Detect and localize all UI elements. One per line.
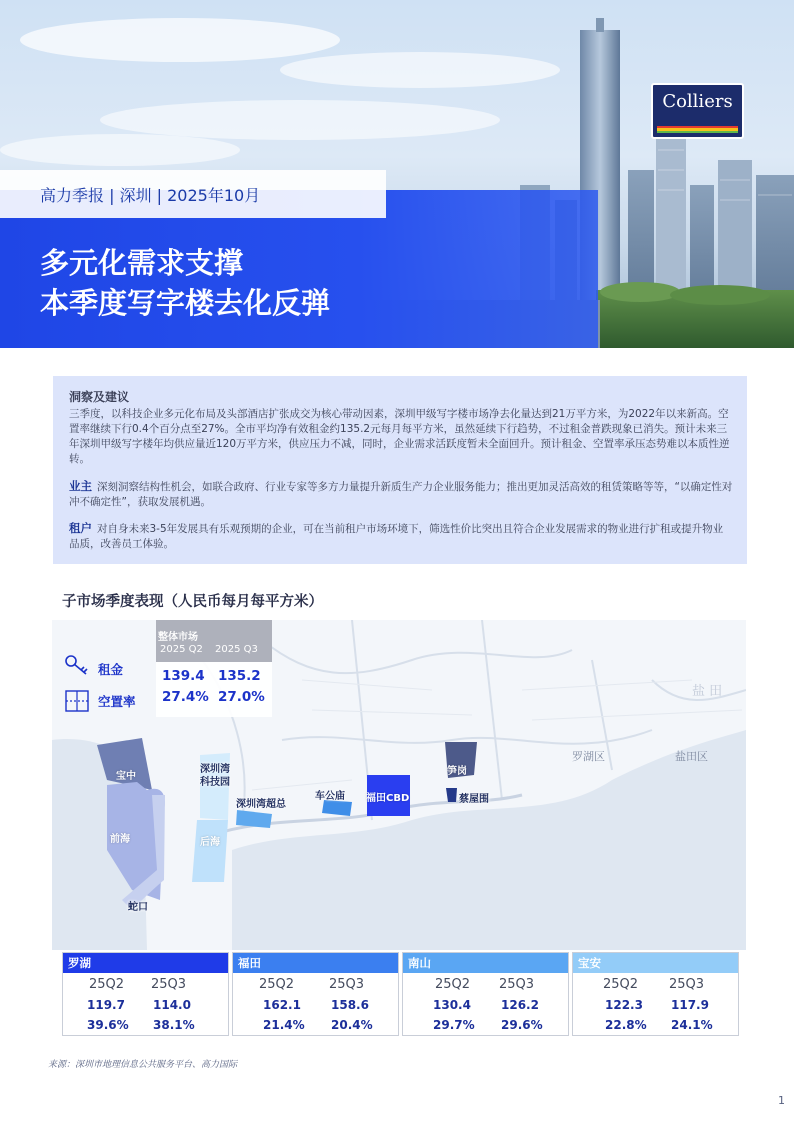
hero-banner (0, 0, 794, 348)
quarter-prev: 25Q2 (89, 977, 125, 992)
insight-box (53, 376, 747, 564)
quarter-prev: 25Q2 (603, 977, 639, 992)
district-card-futian (232, 952, 399, 1036)
vacancy-prev: 21.4% (263, 1018, 305, 1032)
luohu-place-label: 罗湖区 (572, 750, 605, 763)
district-name: 福田 (238, 956, 261, 970)
label-baozhong: 宝中 (116, 771, 136, 782)
rent-prev: 122.3 (605, 998, 643, 1012)
report-tag: 高力季报 | 深圳 | 2025年10月 (40, 186, 261, 205)
overall-q-prev: 2025 Q2 (160, 644, 203, 655)
vacancy-curr: 29.6% (501, 1018, 543, 1032)
vacancy-label: 空置率 (98, 694, 136, 709)
insight-heading: 洞察及建议 (69, 390, 130, 404)
overall-vacancy-curr: 27.0% (218, 689, 265, 705)
rent-label: 租金 (98, 662, 124, 677)
label-houhai: 后海 (200, 837, 220, 848)
overall-rent-curr: 135.2 (218, 668, 261, 684)
overall-q-curr: 2025 Q3 (215, 644, 258, 655)
tenant-advice (69, 521, 733, 552)
rent-prev: 130.4 (433, 998, 471, 1012)
chegongmiao-area (322, 800, 352, 816)
vacancy-curr: 38.1% (153, 1018, 195, 1032)
label-caiwuwei: 蔡屋围 (459, 794, 489, 805)
quarter-curr: 25Q3 (499, 977, 535, 992)
district-card-luohu (62, 952, 229, 1036)
rent-curr: 158.6 (331, 998, 369, 1012)
tenant-text: 对自身未来3-5年发展具有乐观预期的企业，可在当前租户市场环境下，筛选性价比突出且符合企业发展需求的物业进行扩租或提升物业品质，改善员工体验。 (69, 523, 724, 550)
window-icon (64, 689, 90, 713)
insight-paragraph: 三季度，以科技企业多元化布局及头部酒店扩张成交为核心带动因素，深圳甲级写字楼市场净去化量达到21万平方米，为2022年以来新高。空置率继续下行0.4个百分点至27%。全市平均净有效租金约135.2元每月每平方米，虽然延续下行趋势，不过租金普跌现象已消失。预计未来三年深圳甲级写字楼年均供应量近120万平方米，供应压力不减，同时，企业需求活跃度暂未全面回升。预计租金、空置率承压态势难以本质性逆转。 (69, 408, 730, 465)
key-icon (64, 654, 92, 678)
quarter-prev: 25Q2 (259, 977, 295, 992)
overall-vacancy-prev: 27.4% (162, 689, 209, 705)
district-name: 南山 (408, 956, 431, 970)
rent-curr: 114.0 (153, 998, 191, 1012)
rent-curr: 126.2 (501, 998, 539, 1012)
title-line-1: 多元化需求支撑 (40, 246, 244, 280)
label-futian-cbd: 福田CBD (366, 793, 410, 804)
map-section-title: 子市场季度表现（人民币每月每平方米） (62, 594, 323, 610)
page-number: 1 (778, 1094, 785, 1107)
caiwuwei-area (446, 788, 457, 802)
logo-stripes (657, 123, 738, 133)
district-card-baoan (572, 952, 739, 1036)
label-chegongmiao: 车公庙 (315, 791, 345, 802)
vacancy-curr: 20.4% (331, 1018, 373, 1032)
page-title (40, 243, 330, 323)
vacancy-prev: 39.6% (87, 1018, 129, 1032)
label-super-hq: 深圳湾超总 (236, 799, 286, 810)
district-name: 罗湖 (68, 956, 91, 970)
rent-curr: 117.9 (671, 998, 709, 1012)
label-tech-park: 深圳湾 科技园 (200, 764, 230, 788)
rent-prev: 119.7 (87, 998, 125, 1012)
label-sungang: 笋岗 (447, 766, 467, 777)
tenant-label: 租户 (69, 521, 92, 535)
yantian-watermark: 盐 田 (692, 684, 723, 699)
overall-label: 整体市场 (158, 632, 198, 643)
logo-stripe (657, 131, 738, 134)
super-hq-area (236, 810, 272, 828)
title-line-2: 本季度写字楼去化反弹 (40, 286, 331, 320)
district-card-nanshan (402, 952, 569, 1036)
landlord-text: 深刻洞察结构性机会，如联合政府、行业专家等多方力量提升新质生产力企业服务能力；推出更加灵活高效的租赁策略等等，“以确定性对冲不确定性”，获取发展机遇。 (69, 481, 733, 508)
quarter-curr: 25Q3 (151, 977, 187, 992)
rent-prev: 162.1 (263, 998, 301, 1012)
vacancy-curr: 24.1% (671, 1018, 713, 1032)
vacancy-prev: 29.7% (433, 1018, 475, 1032)
houhai-area (192, 820, 228, 882)
label-qianhai: 前海 (110, 834, 130, 845)
yantian-place-label: 盐田区 (675, 750, 708, 763)
logo-text: Colliers (662, 91, 733, 112)
overall-rent-prev: 139.4 (162, 668, 205, 684)
quarter-curr: 25Q3 (669, 977, 705, 992)
district-name: 宝安 (578, 956, 601, 970)
quarter-curr: 25Q3 (329, 977, 365, 992)
quarter-prev: 25Q2 (435, 977, 471, 992)
source-note: 来源：深圳市地理信息公共服务平台、高力国际 (48, 1060, 238, 1070)
label-shekou: 蛇口 (128, 902, 148, 913)
colliers-logo (651, 83, 744, 139)
overall-market-panel (52, 620, 272, 717)
landlord-label: 业主 (69, 479, 92, 493)
landlord-advice (69, 479, 733, 510)
vacancy-prev: 22.8% (605, 1018, 647, 1032)
